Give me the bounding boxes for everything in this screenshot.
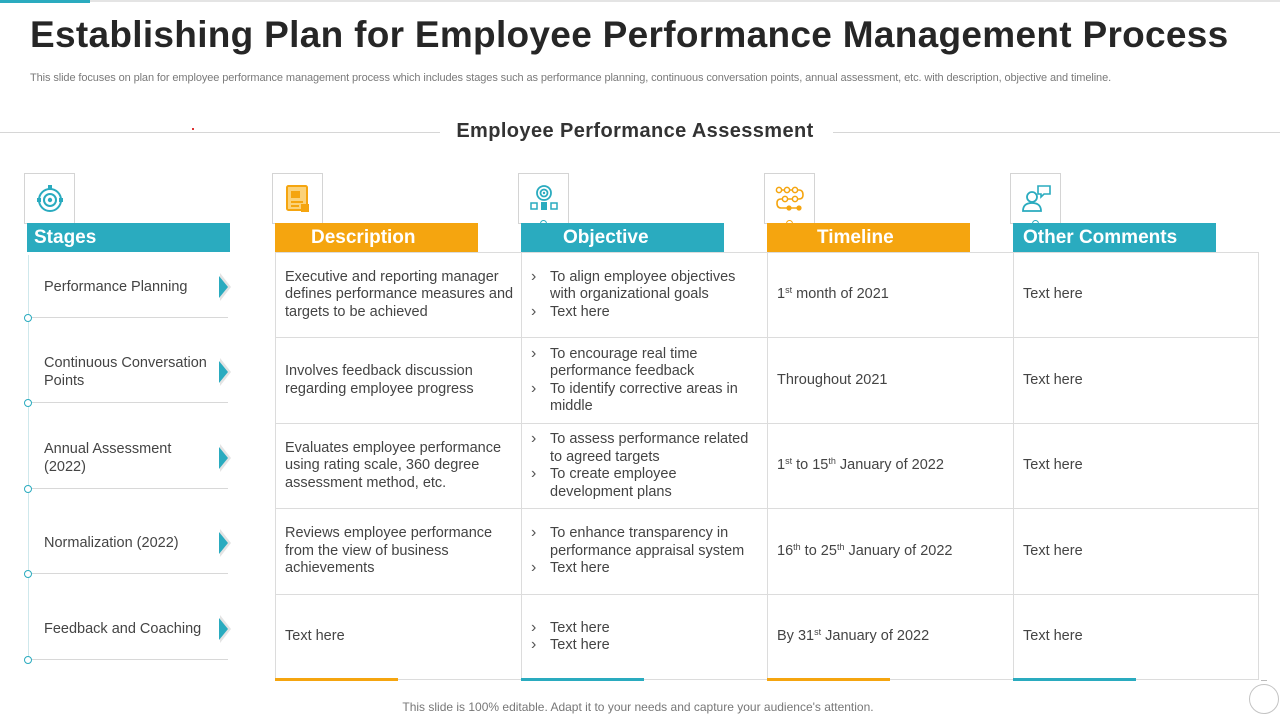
stage-dot bbox=[24, 314, 32, 322]
section-title: Employee Performance Assessment bbox=[456, 120, 814, 142]
stage-dot bbox=[24, 485, 32, 493]
timeline-cell: 16th to 25th January of 2022 bbox=[777, 541, 953, 559]
header-objective: Objective bbox=[521, 223, 724, 252]
stage-label: Performance Planning bbox=[44, 279, 188, 295]
timeline-cell: 1st to 15th January of 2022 bbox=[777, 456, 944, 474]
header-description: Description bbox=[275, 223, 478, 252]
stage-label: Continuous Conversation Points bbox=[44, 355, 207, 389]
objective-item: › Text here bbox=[521, 637, 761, 655]
objective-cell bbox=[521, 595, 761, 679]
objective-item: › To enhance transparency in performance appraisal system bbox=[521, 525, 761, 560]
description-cell: Evaluates employee performance using rating scale, 360 degree assessment method, etc. bbox=[285, 439, 502, 491]
objective-cell bbox=[521, 424, 761, 508]
timeline-cell: Throughout 2021 bbox=[777, 371, 888, 388]
stage-arrow-icon bbox=[219, 361, 228, 383]
objective-cell bbox=[521, 253, 761, 337]
comment-cell: Text here bbox=[1023, 457, 1083, 474]
stage-arrow-icon bbox=[219, 447, 228, 469]
stage-dot bbox=[24, 399, 32, 407]
description-cell: Text here bbox=[285, 628, 345, 645]
target-person-icon bbox=[518, 173, 569, 224]
objective-item: › Text here bbox=[521, 620, 761, 638]
objective-underline bbox=[521, 678, 644, 681]
comment-cell: Text here bbox=[1023, 628, 1083, 645]
decorative-dot bbox=[192, 128, 194, 130]
description-cell: Involves feedback discussion regarding employee progress bbox=[285, 363, 474, 397]
objective-item: › To create employee development plans bbox=[521, 466, 761, 501]
stage-label: Normalization (2022) bbox=[44, 535, 179, 551]
comment-cell: Text here bbox=[1023, 371, 1083, 388]
header-stages: Stages bbox=[27, 223, 230, 252]
objective-item: › To assess performance related to agreed targets bbox=[521, 431, 761, 466]
timeline-icon bbox=[764, 173, 815, 224]
comments-underline bbox=[1013, 678, 1136, 681]
objective-item: › To encourage real time performance feedback bbox=[521, 346, 761, 381]
stage-arrow-icon bbox=[219, 276, 228, 298]
section-rule-right bbox=[833, 132, 1280, 133]
stages-icon bbox=[24, 173, 75, 224]
objective-cell bbox=[521, 338, 761, 423]
stage-dot bbox=[24, 656, 32, 664]
timeline-cell: 1st month of 2021 bbox=[777, 285, 889, 303]
stage-item bbox=[28, 341, 228, 403]
description-cell: Reviews employee performance from the view of business achievements bbox=[285, 525, 493, 577]
top-divider bbox=[90, 0, 1280, 2]
timeline-cell: By 31st January of 2022 bbox=[777, 627, 930, 645]
stage-item bbox=[28, 598, 228, 660]
header-other-comments: Other Comments bbox=[1013, 223, 1216, 252]
corner-circle-decoration bbox=[1249, 684, 1279, 714]
footer-note: This slide is 100% editable. Adapt it to your needs and capture your audience's attention. bbox=[402, 700, 874, 714]
objective-item: › Text here bbox=[521, 560, 761, 578]
comment-cell: Text here bbox=[1023, 542, 1083, 559]
section-rule-left bbox=[0, 132, 440, 133]
stage-item bbox=[28, 512, 228, 574]
stage-dot bbox=[24, 570, 32, 578]
stage-item bbox=[28, 427, 228, 489]
objective-cell bbox=[521, 509, 761, 594]
stage-arrow-icon bbox=[219, 618, 228, 640]
description-underline bbox=[275, 678, 398, 681]
page-title: Establishing Plan for Employee Performance Management Process bbox=[30, 14, 1229, 55]
stage-arrow-icon bbox=[219, 532, 228, 554]
stage-label: Feedback and Coaching bbox=[44, 621, 202, 637]
stage-item bbox=[28, 256, 228, 318]
objective-item: › To align employee objectives with organizational goals bbox=[521, 269, 761, 304]
objective-item: › Text here bbox=[521, 304, 761, 322]
timeline-underline bbox=[767, 678, 890, 681]
comment-cell: Text here bbox=[1023, 286, 1083, 303]
header-timeline: Timeline bbox=[767, 223, 970, 252]
page-subtitle: This slide focuses on plan for employee performance management process which includes stages such as performance planning, continuous conversation points, annual assessment, etc. with description, objective and timeline. bbox=[30, 72, 1112, 84]
document-icon bbox=[272, 173, 323, 224]
user-comment-icon bbox=[1010, 173, 1061, 224]
top-accent-bar bbox=[0, 0, 90, 3]
objective-item: › To identify corrective areas in middle bbox=[521, 381, 761, 416]
stage-label: Annual Assessment (2022) bbox=[44, 441, 172, 475]
description-cell: Executive and reporting manager defines performance measures and targets to be achieved bbox=[285, 268, 514, 320]
